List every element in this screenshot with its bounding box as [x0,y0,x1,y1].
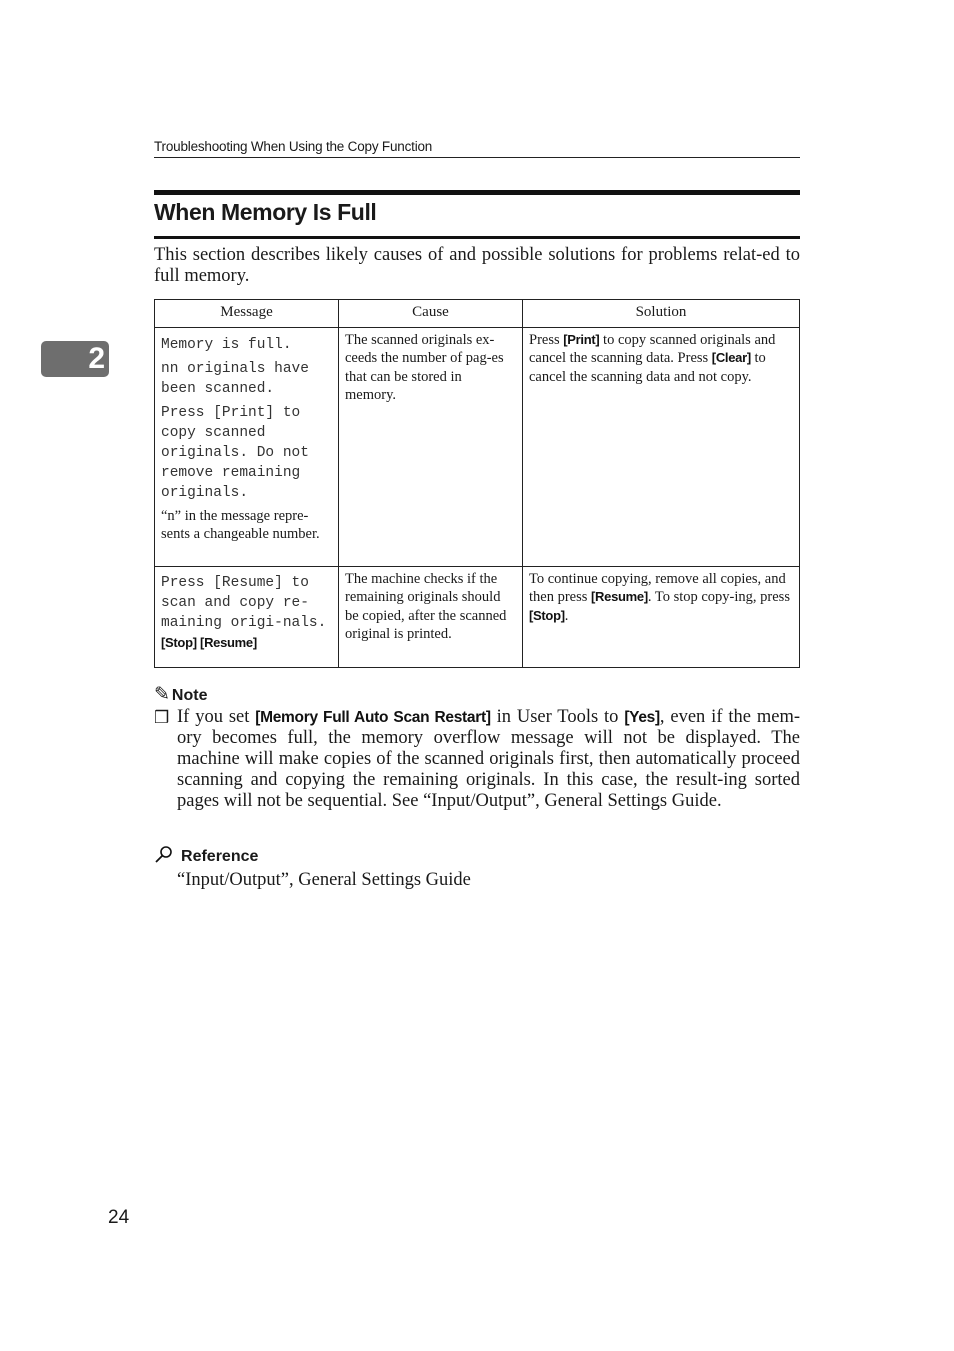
message-line: Memory is full. [161,336,292,353]
note-heading-label: Note [171,687,208,704]
cause-cell [339,566,523,667]
running-header: Troubleshooting When Using the Copy Function [154,139,800,158]
message-cell [155,327,339,566]
column-header-message: Message [155,300,339,328]
table-header-row [155,300,800,328]
note-heading [154,683,207,706]
title-rule-top [154,190,800,195]
note-text [177,707,800,812]
message-cell [155,566,339,667]
setting-value-label: [Yes] [624,709,660,726]
cause-cell [339,327,523,566]
column-header-cause: Cause [339,300,523,328]
section-title: When Memory Is Full [154,199,377,225]
table-row [155,327,800,566]
cause-text: The machine checks if the remaining originals should be copied, after the scanned original is printed. [345,570,507,642]
page-number: 24 [108,1207,130,1228]
message-line: Press [Print] to copy scanned originals. Do not remove remaining originals. [161,404,309,501]
column-header-solution: Solution [523,300,800,328]
solution-text: to cancel the scanning data and not copy. [529,350,766,385]
solution-text: to copy scanned originals and cancel the scanning data. Press [529,331,776,366]
reference-heading-label: Reference [181,848,259,865]
solution-cell [523,327,800,566]
note-item [154,707,800,812]
checkbox-bullet-icon: ❒ [154,708,170,727]
key-label-print: [Print] [563,331,600,347]
reference-text: “Input/Output”, General Settings Guide [177,870,471,890]
key-label-clear: [Clear] [711,350,751,365]
cause-text: The scanned originals ex-ceeds the number of pag-es that can be stored in memory. [345,331,504,403]
solution-text: Press [529,331,564,348]
chapter-tab: 2 [41,341,109,377]
note-text-part: in User Tools to [490,707,625,727]
solution-cell [523,566,800,667]
title-rule-bottom [154,236,800,239]
solution-text: . To stop copy-ing, press [647,589,790,605]
note-text-part: If you set [177,707,256,727]
setting-label: [Memory Full Auto Scan Restart] [255,709,491,726]
magnifier-icon [154,845,179,865]
solution-text: . [564,607,569,624]
key-label-stop: [Stop] [529,607,565,623]
solution-text: To continue copying, remove all copies, and then press [529,570,786,605]
intro-paragraph: This section describes likely causes of and possible solutions for problems relat-ed to full memory. [154,245,800,286]
key-label-resume: [Resume] [591,589,648,604]
note-text-part: , even if the mem-ory becomes full, the memory overflow message will not be displayed. The machine will make copies of the scanned originals first, then automatically proceed scanning and copying the remaining originals. In this case, the result-ing sorted pages will not be sequential. See “Input/Output”, General Settings Guide. [177,707,800,811]
message-note: “n” in the message repre-sents a changeable number. [161,507,320,542]
key-labels-stop-resume: [Stop] [Resume] [161,634,257,650]
message-line: Press [Resume] to scan and copy re-maining origi-nals. [161,574,327,631]
table-row [155,566,800,667]
message-table [154,299,800,668]
reference-heading [154,845,258,866]
message-text [161,573,332,654]
message-text [161,335,332,503]
message-line: nn originals have been scanned. [161,360,309,397]
pencil-icon: ✎ [154,684,170,705]
